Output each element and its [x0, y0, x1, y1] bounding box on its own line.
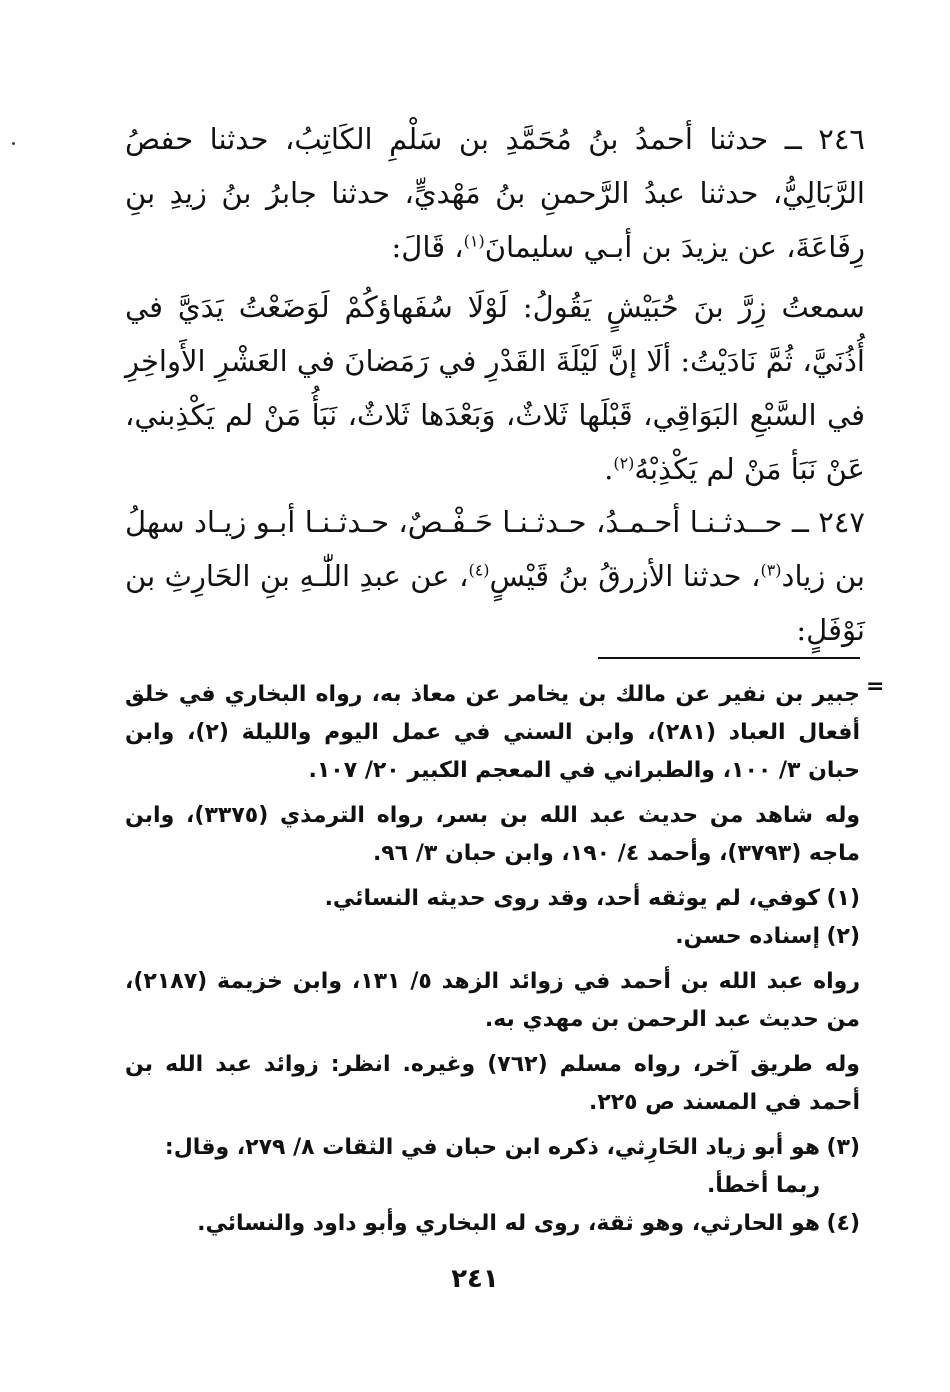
- footnote-continued-2: وله شاهد من حديث عبد الله بن بسر، رواه الترمذي (٣٣٧٥)، وابن ماجه (٣٧٩٣)، وأحمد ٤/ ١٩٠، وابن حبان ٣/ ٩٦.: [125, 803, 860, 866]
- hadith-246-paragraph: [125, 112, 865, 274]
- footnote-ref-1: (١): [463, 231, 485, 251]
- hadith-246-matn: سمعتُ زِرَّ بنَ حُبَيْشٍ يَقُولُ: لَوْلَا سُفَهاؤكُمْ لَوَضَعْتُ يَدَيَّ في أُذُنَيَّ، ثُمَّ نَادَيْتُ: ألَا إنَّ لَيْلَةَ القَدْرِ في رَمَضانَ في العَشْرِ الأَواخِرِ في السَّبْعِ البَوَاقِي، قَبْلَها ثَلاثٌ، وَبَعْدَها ثَلاثٌ، نَبَأُ مَنْ لم يَكْذِبني، عَنْ نَبَأ مَنْ لم يَكْذِبْهُ: [125, 290, 865, 486]
- footnote-4: [125, 1205, 860, 1243]
- hadith-247-paragraph: [125, 495, 865, 657]
- footnote-ref-3: (٣): [760, 560, 782, 580]
- footnotes: [125, 676, 860, 1243]
- footnote-4-number: (٤): [826, 1211, 860, 1236]
- footnote-2-text: إسناده حسن.: [675, 924, 820, 949]
- footnote-1-number: (١): [826, 886, 860, 911]
- footnote-2-detail-2: وله طريق آخر، رواه مسلم (٧٦٢) وغيره. انظر: زوائد عبد الله بن أحمد في المسند ص ٢٢٥.: [125, 1052, 860, 1115]
- footnote-1: [125, 880, 860, 918]
- page-number: ٢٤١: [451, 1264, 499, 1294]
- footnote-3: [125, 1129, 860, 1205]
- footnote-3-text: هو أبو زياد الحَارِثي، ذكره ابن حبان في الثقات ٨/ ٢٧٩، وقال: ربما أخطأ.: [164, 1135, 820, 1198]
- footnote-1-text: كوفي، لم يوثقه أحد، وقد روى حديثه النسائي.: [324, 886, 820, 911]
- footnote-3-number: (٣): [826, 1135, 860, 1160]
- hadith-247-chain-end: ، عن عبدِ اللّٰـهِ بنِ الحَارِثِ بن نَوْفَلٍ:: [125, 559, 865, 647]
- footnote-2-detail-1: رواه عبد الله بن أحمد في زوائد الزهد ٥/ ١٣١، وابن خزيمة (٢١٨٧)، من حديث عبد الرحمن بن مهدي به.: [125, 969, 861, 1032]
- hadith-246-text: [125, 280, 865, 496]
- hadith-246-chain: ٢٤٦ ــ حدثنا أحمدُ بنُ مُحَمَّدِ بن سَلْمِ الكَاتِبُ، حدثنا حفصُ الرَّبَالِيُّ، حدثنا عبدُ الرَّحمنِ بنُ مَهْديٍّ، حدثنا جابرُ بنُ زيدِ بنِ رِفَاعَةَ، عن يزيدَ بن أبـي سليمانَ: [125, 122, 865, 264]
- hadith-247-chain: ٢٤٧ ــ حــدثـنـا أحـمـدُ، حـدثـنـا حَـفْـصٌ، حـدثـنـا أبـو زيـاد سهلُ بن زياد: [125, 505, 865, 593]
- footnote-ref-2: (٢): [613, 453, 635, 473]
- footnote-continued-1: جبير بن نفير عن مالك بن يخامر عن معاذ به، رواه البخاري في خلق أفعال العباد (٢٨١)، وابن السني في عمل اليوم والليلة (٢)، وابن حبان ٣/ ١٠٠، والطبراني في المعجم الكبير ٢٠/ ١٠٧.: [125, 682, 860, 783]
- footnote-2-number: (٢): [826, 924, 860, 949]
- hadith-246-chain-end: ، قَالَ:: [391, 230, 464, 264]
- scan-speck: [12, 142, 15, 145]
- footnote-2: [125, 918, 860, 956]
- footnote-divider: [598, 657, 860, 659]
- footnote-ref-4: (٤): [468, 560, 490, 580]
- footnote-4-text: هو الحارثي، وهو ثقة، روى له البخاري وأبو داود والنسائي.: [197, 1211, 820, 1236]
- continuation-mark: =: [866, 674, 885, 699]
- hadith-247-chain-mid: ، حدثنا الأزرقُ بنُ قَيْسٍ: [489, 559, 761, 593]
- hadith-246-matn-end: .: [604, 452, 614, 486]
